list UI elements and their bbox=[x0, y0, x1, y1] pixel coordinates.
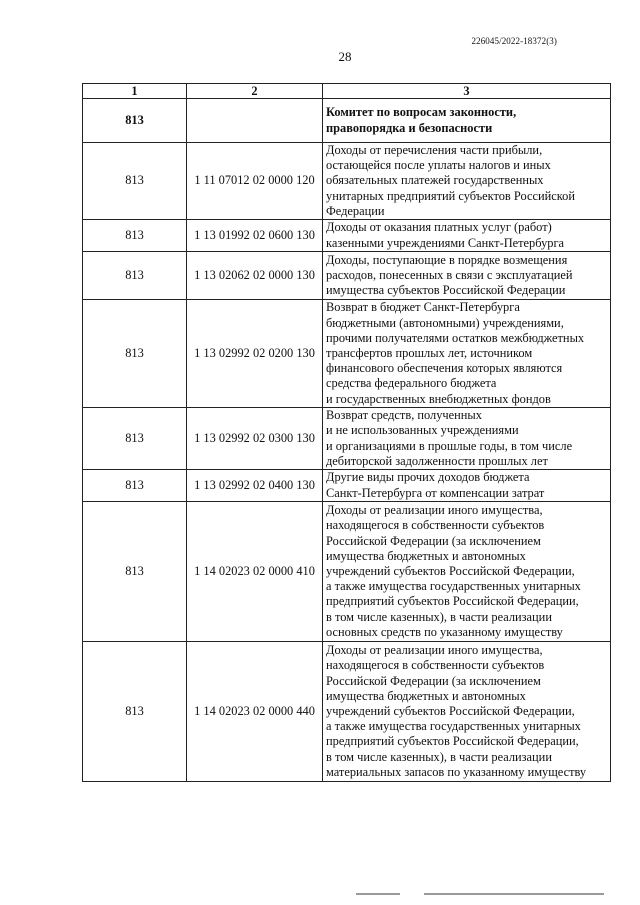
revenue-description-cell bbox=[323, 300, 611, 408]
revenue-description-cell bbox=[323, 252, 611, 300]
admin-code-cell: 813 bbox=[83, 300, 187, 408]
table-row bbox=[83, 143, 611, 220]
table-row bbox=[83, 300, 611, 408]
admin-code-cell: 813 bbox=[83, 470, 187, 502]
description-line: казенными учреждениями Санкт-Петербурга bbox=[326, 235, 565, 250]
description-line: учреждений субъектов Российской Федерации, bbox=[326, 563, 575, 578]
description-line: Федерации bbox=[326, 203, 385, 218]
description-line: Доходы от реализации иного имущества, bbox=[326, 503, 543, 518]
admin-code-cell: 813 bbox=[83, 220, 187, 252]
revenue-description-cell bbox=[323, 143, 611, 220]
description-line: в том числе казенных), в части реализации bbox=[326, 609, 552, 624]
description-line: находящегося в собственности субъектов bbox=[326, 658, 545, 673]
table-row bbox=[83, 470, 611, 502]
description-line: Санкт-Петербурга от компенсации затрат bbox=[326, 485, 545, 500]
column-header-2: 2 bbox=[187, 84, 323, 99]
revenue-description-cell bbox=[323, 470, 611, 502]
page-number: 28 bbox=[338, 49, 352, 64]
description-line: а также имущества государственных унитарных bbox=[326, 719, 581, 734]
footer-mark-right bbox=[424, 893, 604, 895]
description-line: Российской Федерации (за исключением bbox=[326, 533, 541, 548]
description-line: материальных запасов по указанному имуществу bbox=[326, 764, 587, 779]
description-line: остающейся после уплаты налогов и иных bbox=[326, 158, 551, 173]
description-line: Другие виды прочих доходов бюджета bbox=[326, 470, 530, 485]
column-header-3: 3 bbox=[323, 84, 611, 99]
footer-mark-left bbox=[356, 893, 400, 895]
description-line: предприятий субъектов Российской Федерации, bbox=[326, 594, 579, 609]
table-row bbox=[83, 252, 611, 300]
description-line: Доходы от перечисления части прибыли, bbox=[326, 143, 543, 157]
description-line: находящегося в собственности субъектов bbox=[326, 518, 545, 533]
revenue-code-cell: 1 13 02992 02 0400 130 bbox=[187, 470, 323, 502]
description-line: средства федерального бюджета bbox=[326, 376, 497, 391]
description-line: Доходы от оказания платных услуг (работ) bbox=[326, 220, 552, 235]
description-line: Возврат в бюджет Санкт-Петербурга bbox=[326, 300, 520, 315]
description-line: прочими получателями остатков межбюджетных bbox=[326, 330, 585, 345]
revenue-code-cell: 1 13 02062 02 0000 130 bbox=[187, 252, 323, 300]
revenue-code-cell: 1 13 02992 02 0200 130 bbox=[187, 300, 323, 408]
description-line: имущества бюджетных и автономных bbox=[326, 688, 526, 703]
description-line: Возврат средств, полученных bbox=[326, 408, 482, 423]
admin-code-cell: 813 bbox=[83, 252, 187, 300]
description-line: имущества бюджетных и автономных bbox=[326, 548, 526, 563]
description-line: обязательных платежей государственных bbox=[326, 173, 544, 188]
table-row bbox=[83, 220, 611, 252]
description-line: расходов, понесенных в связи с эксплуатацией bbox=[326, 267, 573, 282]
column-header-1: 1 bbox=[83, 84, 187, 99]
revenue-code-cell: 1 13 02992 02 0300 130 bbox=[187, 408, 323, 470]
revenue-description-cell bbox=[323, 220, 611, 252]
description-line: имущества субъектов Российской Федерации bbox=[326, 283, 566, 298]
description-line: бюджетными (автономными) учреждениями, bbox=[326, 315, 564, 330]
description-line: Доходы от реализации иного имущества, bbox=[326, 643, 543, 658]
revenue-code-cell: 1 14 02023 02 0000 410 bbox=[187, 502, 323, 642]
admin-code-cell: 813 bbox=[83, 99, 187, 143]
table-row bbox=[83, 642, 611, 782]
admin-code-cell: 813 bbox=[83, 502, 187, 642]
table-row bbox=[83, 99, 611, 143]
admin-code-cell: 813 bbox=[83, 642, 187, 782]
revenue-description-cell bbox=[323, 99, 611, 143]
description-line: учреждений субъектов Российской Федерации, bbox=[326, 703, 575, 718]
revenue-code-cell: 1 13 01992 02 0600 130 bbox=[187, 220, 323, 252]
admin-code-cell: 813 bbox=[83, 143, 187, 220]
description-line: Комитет по вопросам законности, bbox=[326, 105, 517, 120]
revenue-code-cell: 1 11 07012 02 0000 120 bbox=[187, 143, 323, 220]
revenue-code-cell bbox=[187, 99, 323, 143]
revenue-description-cell bbox=[323, 642, 611, 782]
table-row bbox=[83, 502, 611, 642]
description-line: в том числе казенных), в части реализации bbox=[326, 749, 552, 764]
table-row bbox=[83, 408, 611, 470]
description-line: унитарных предприятий субъектов Российской bbox=[326, 188, 575, 203]
description-line: а также имущества государственных унитарных bbox=[326, 579, 581, 594]
description-line: Российской Федерации (за исключением bbox=[326, 673, 541, 688]
description-line: финансового обеспечения которых являются bbox=[326, 361, 563, 376]
revenue-description-cell bbox=[323, 502, 611, 642]
description-line: дебиторской задолженности прошлых лет bbox=[326, 453, 548, 468]
table-header-row bbox=[83, 84, 611, 99]
description-line: и государственных внебюджетных фондов bbox=[326, 391, 551, 406]
description-line: и не использованных учреждениями bbox=[326, 423, 519, 438]
description-line: правопорядка и безопасности bbox=[326, 120, 493, 135]
description-line: Доходы, поступающие в порядке возмещения bbox=[326, 252, 568, 267]
revenue-classification-table bbox=[82, 83, 611, 782]
description-line: и организациями в прошлые годы, в том числе bbox=[326, 438, 573, 453]
revenue-description-cell bbox=[323, 408, 611, 470]
revenue-code-cell: 1 14 02023 02 0000 440 bbox=[187, 642, 323, 782]
description-line: предприятий субъектов Российской Федерации, bbox=[326, 734, 579, 749]
document-id: 226045/2022-18372(3) bbox=[471, 36, 557, 46]
description-line: основных средств по указанному имуществу bbox=[326, 624, 563, 639]
admin-code-cell: 813 bbox=[83, 408, 187, 470]
description-line: трансфертов прошлых лет, источником bbox=[326, 345, 533, 360]
